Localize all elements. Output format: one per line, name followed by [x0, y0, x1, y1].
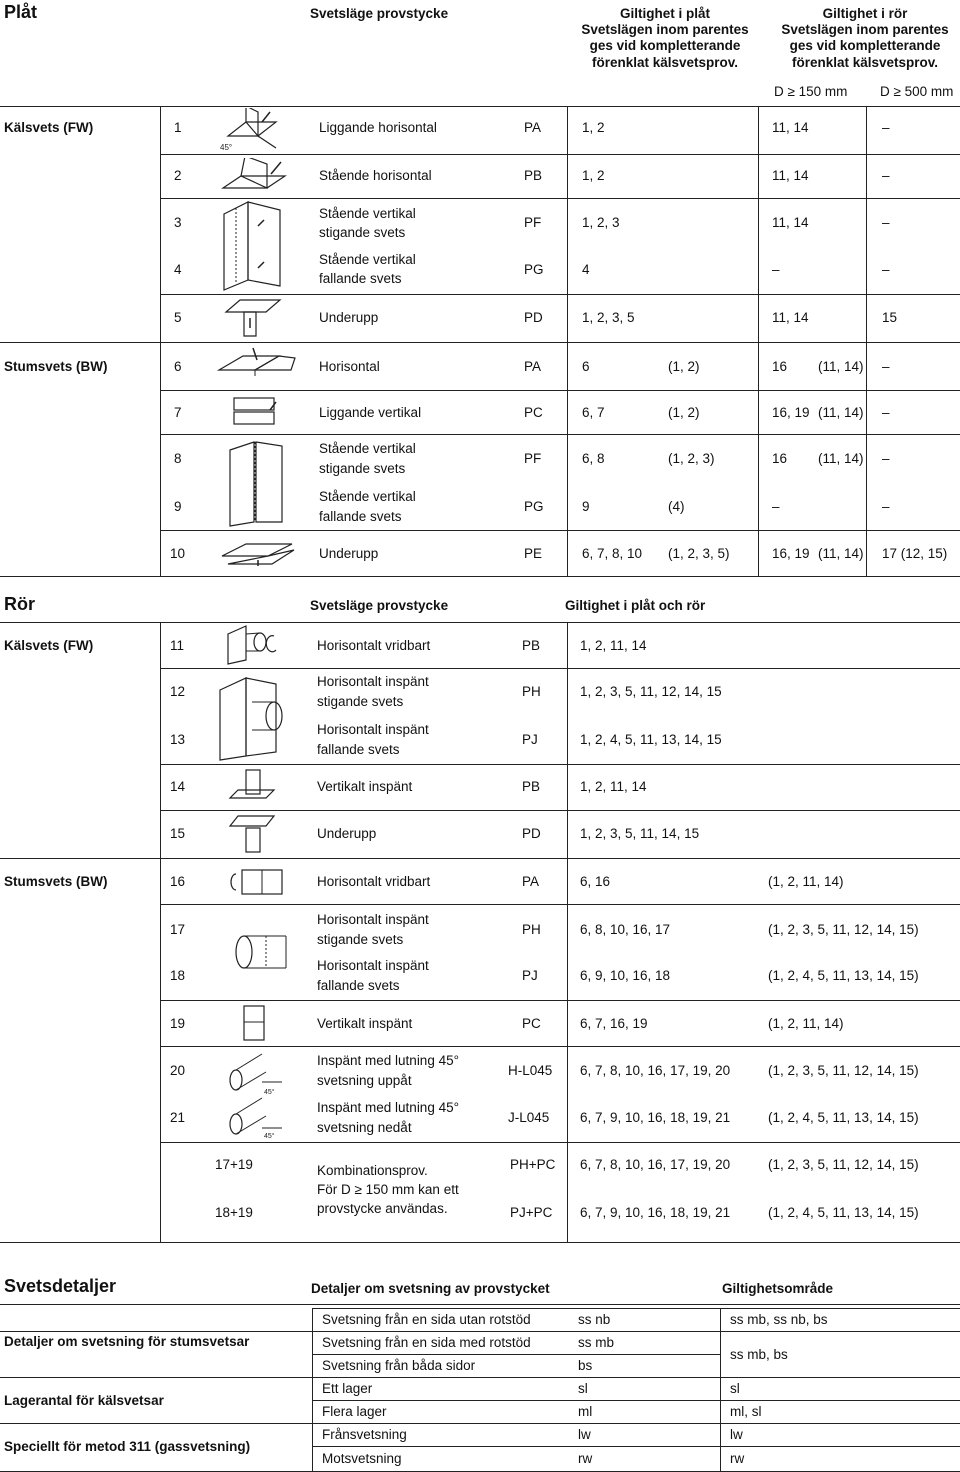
d150-header: D ≥ 150 mm: [774, 84, 848, 99]
row-desc: Svetsning från båda sidor: [322, 1358, 476, 1373]
row-p500: –: [882, 120, 890, 135]
row-p500: 17 (12, 15): [882, 546, 948, 561]
divider: [720, 1331, 960, 1332]
row-plate: 6, 7: [582, 405, 605, 420]
row-range: ss mb, ss nb, bs: [730, 1312, 828, 1327]
divider: [0, 1242, 960, 1243]
row-range: lw: [730, 1427, 743, 1442]
row-plate: 1, 2: [582, 120, 605, 135]
row-code: PG: [524, 262, 544, 277]
divider: [312, 1308, 313, 1472]
row-code: PC: [522, 1016, 541, 1031]
row-desc: Horisontalt inspänt: [317, 912, 429, 927]
row-number: 18: [170, 968, 186, 983]
row-p150: 16, 19: [772, 546, 810, 561]
row-code: PB: [522, 779, 541, 794]
row-code: PC: [524, 405, 543, 420]
divider: [0, 858, 960, 859]
row-desc: Svetsning från en sida utan rotstöd: [322, 1312, 531, 1327]
row-plate: 1, 2: [582, 168, 605, 183]
section-title-ror: Rör: [4, 594, 35, 614]
row-number: 8: [174, 451, 182, 466]
divider: [0, 576, 960, 577]
row-valid: 6, 9, 10, 16, 18: [580, 968, 671, 983]
combo-code: PJ+PC: [510, 1205, 553, 1220]
angle-label: 45°: [264, 1089, 275, 1096]
row-desc: Stående vertikal: [319, 206, 416, 221]
divider: [160, 904, 960, 905]
row-code: ss mb: [578, 1335, 615, 1350]
row-p150: 11, 14: [772, 215, 809, 230]
row-p500: –: [882, 499, 890, 514]
row-desc: Horisontalt inspänt: [317, 722, 429, 737]
angle-label: 45°: [220, 143, 233, 152]
row-valid: 1, 2, 3, 5, 11, 14, 15: [580, 826, 700, 841]
row-code: PB: [522, 638, 541, 653]
divider: [160, 1142, 960, 1143]
row-plate-paren: (1, 2): [668, 359, 700, 374]
row-range: ml, sl: [730, 1404, 762, 1419]
row-valid: 1, 2, 11, 14: [580, 779, 647, 794]
row-code: PF: [524, 215, 542, 230]
row-code: PB: [524, 168, 543, 183]
divider: [160, 1046, 960, 1047]
row-p500: –: [882, 359, 890, 374]
row-p150: 16, 19: [772, 405, 810, 420]
row-range: rw: [730, 1451, 745, 1466]
row-number: 7: [174, 405, 182, 420]
combo-valid: 6, 7, 8, 10, 16, 17, 19, 20: [580, 1157, 731, 1172]
row-number: 3: [174, 215, 182, 230]
divider: [0, 1377, 960, 1378]
col-header-details: Detaljer om svetsning av provstycket: [311, 1281, 550, 1296]
row-number: 11: [170, 638, 185, 653]
section-title-svets: Svetsdetaljer: [4, 1276, 117, 1296]
row-code: ss nb: [578, 1312, 611, 1327]
divider: [160, 810, 960, 811]
divider: [160, 106, 161, 576]
row-valid: 1, 2, 4, 5, 11, 13, 14, 15: [580, 732, 722, 747]
row-code: PH: [522, 922, 541, 937]
pipe-butt-vertical-icon: [236, 1002, 276, 1044]
row-code: PG: [524, 499, 544, 514]
row-desc: svetsning uppåt: [317, 1073, 412, 1088]
row-paren: (1, 2, 4, 5, 11, 13, 14, 15): [768, 968, 919, 983]
fillet-vertical-icon: [218, 200, 288, 292]
row-number: 16: [170, 874, 186, 889]
divider: [312, 1354, 720, 1355]
row-valid: 1, 2, 11, 14: [580, 638, 647, 653]
row-p500: –: [882, 168, 890, 183]
row-code: PA: [522, 874, 540, 889]
bw-label: Stumsvets (BW): [4, 359, 108, 374]
row-desc: Horisontalt vridbart: [317, 874, 431, 889]
row-code: PD: [522, 826, 541, 841]
col-header-validity: Giltighet i plåt och rör: [565, 598, 706, 613]
row-desc: Underupp: [319, 546, 379, 561]
left-label: Detaljer om svetsning för stumsvetsar: [4, 1334, 250, 1349]
row-range: sl: [730, 1381, 740, 1396]
row-desc: Ett lager: [322, 1381, 373, 1396]
divider: [312, 1308, 960, 1309]
divider: [567, 622, 568, 1242]
row-desc: Stående vertikal: [319, 441, 416, 456]
divider: [160, 622, 161, 1242]
fillet-overhead-icon: [222, 296, 284, 340]
row-desc: Vertikalt inspänt: [317, 779, 413, 794]
row-desc: fallande svets: [319, 509, 402, 524]
row-code: PA: [524, 120, 542, 135]
row-p150-paren: (11, 14): [818, 405, 864, 420]
combo-desc: Kombinationsprov. För D ≥ 150 mm kan ett provstycke användas.: [317, 1163, 459, 1216]
row-desc: Inspänt med lutning 45°: [317, 1053, 459, 1068]
row-plate-paren: (1, 2, 3, 5): [668, 546, 730, 561]
divider: [0, 106, 960, 107]
row-code: PD: [524, 310, 543, 325]
row-number: 6: [174, 359, 182, 374]
row-desc: Stående vertikal: [319, 252, 416, 267]
section-title-plat: Plåt: [4, 2, 38, 22]
row-number: 12: [170, 684, 186, 699]
row-plate: 9: [582, 499, 590, 514]
combo-paren: (1, 2, 4, 5, 11, 13, 14, 15): [768, 1205, 919, 1220]
pipe-fillet-fixed-icon: [216, 670, 296, 762]
row-code: J-L045: [508, 1110, 550, 1125]
row-plate-paren: (1, 2, 3): [668, 451, 715, 466]
col-header-range: Giltighetsområde: [722, 1281, 834, 1296]
row-desc: fallande svets: [317, 978, 400, 993]
left-label: Speciellt för metod 311 (gassvetsning): [4, 1439, 251, 1454]
col-header-pipe: Giltighet i rör Svetslägen inom parentes ges vid kompletterande förenklat kälsvetsprov.: [781, 6, 949, 70]
row-desc: fallande svets: [319, 271, 402, 286]
row-valid: 6, 7, 9, 10, 16, 18, 19, 21: [580, 1110, 731, 1125]
row-desc: Horisontalt inspänt: [317, 674, 429, 689]
combo-number: 18+19: [215, 1205, 253, 1220]
row-plate-paren: (4): [668, 499, 685, 514]
row-valid: 6, 16: [580, 874, 611, 889]
divider: [160, 530, 960, 531]
row-p150: 16: [772, 451, 788, 466]
d500-header: D ≥ 500 mm: [880, 84, 954, 99]
row-number: 1: [174, 120, 182, 135]
row-p150-paren: (11, 14): [818, 451, 864, 466]
row-paren: (1, 2, 4, 5, 11, 13, 14, 15): [768, 1110, 919, 1125]
row-desc: stigande svets: [317, 932, 404, 947]
row-number: 4: [174, 262, 182, 277]
row-plate: 6: [582, 359, 590, 374]
row-range: ss mb, bs: [730, 1347, 788, 1362]
row-code: H-L045: [508, 1063, 553, 1078]
row-valid: 6, 7, 8, 10, 16, 17, 19, 20: [580, 1063, 731, 1078]
divider: [720, 1308, 721, 1472]
row-code: sl: [578, 1381, 588, 1396]
combo-number: 17+19: [215, 1157, 253, 1172]
fillet-horizontal-icon: [215, 158, 295, 196]
row-p150-paren: (11, 14): [818, 359, 864, 374]
row-number: 14: [170, 779, 186, 794]
row-paren: (1, 2, 11, 14): [768, 874, 844, 889]
row-number: 17: [170, 922, 186, 937]
divider: [160, 1000, 960, 1001]
row-code: ml: [578, 1404, 593, 1419]
row-desc: Horisontalt inspänt: [317, 958, 429, 973]
combo-paren: (1, 2, 3, 5, 11, 12, 14, 15): [768, 1157, 919, 1172]
fillet-flat-icon: [218, 108, 288, 152]
divider: [160, 154, 960, 155]
row-desc: Liggande horisontal: [319, 120, 437, 135]
row-code: lw: [578, 1427, 591, 1442]
row-desc: Horisontalt vridbart: [317, 638, 431, 653]
row-code: PF: [524, 451, 542, 466]
divider: [0, 342, 960, 343]
row-paren: (1, 2, 3, 5, 11, 12, 14, 15): [768, 1063, 919, 1078]
divider: [160, 434, 960, 435]
row-desc: Motsvetsning: [322, 1451, 402, 1466]
row-p150: –: [772, 499, 780, 514]
row-number: 19: [170, 1016, 186, 1031]
divider: [567, 106, 568, 576]
pipe-fillet-rotated-icon: [222, 624, 292, 666]
fw-label: Kälsvets (FW): [4, 120, 94, 135]
row-p500: –: [882, 405, 890, 420]
combo-code: PH+PC: [510, 1157, 556, 1172]
divider: [160, 668, 960, 669]
row-paren: (1, 2, 11, 14): [768, 1016, 844, 1031]
divider: [312, 1446, 960, 1447]
row-number: 10: [170, 546, 186, 561]
divider: [160, 294, 960, 295]
divider: [0, 1331, 312, 1332]
bw-label: Stumsvets (BW): [4, 874, 108, 889]
left-label: Lagerantal för kälsvetsar: [4, 1393, 164, 1408]
row-valid: 6, 8, 10, 16, 17: [580, 922, 671, 937]
divider: [312, 1331, 720, 1332]
angle-label: 45°: [264, 1133, 275, 1140]
combo-valid: 6, 7, 9, 10, 16, 18, 19, 21: [580, 1205, 731, 1220]
row-plate: 6, 8: [582, 451, 605, 466]
pipe-butt-fixed-icon: [228, 906, 298, 998]
row-desc: Vertikalt inspänt: [317, 1016, 413, 1031]
row-p150: –: [772, 262, 780, 277]
row-code: bs: [578, 1358, 593, 1373]
row-valid: 1, 2, 3, 5, 11, 12, 14, 15: [580, 684, 722, 699]
fw-label: Kälsvets (FW): [4, 638, 94, 653]
row-code: PH: [522, 684, 541, 699]
row-desc: stigande svets: [317, 694, 404, 709]
butt-vertical-icon: [230, 394, 284, 432]
row-code: PA: [524, 359, 542, 374]
row-paren: (1, 2, 3, 5, 11, 12, 14, 15): [768, 922, 919, 937]
row-plate: 4: [582, 262, 590, 277]
row-p150: 16: [772, 359, 788, 374]
row-number: 13: [170, 732, 186, 747]
divider: [160, 764, 960, 765]
row-valid: 6, 7, 16, 19: [580, 1016, 648, 1031]
col-header-plate: Giltighet i plåt Svetslägen inom parentes ges vid kompletterande förenklat kälsvetsprov.: [581, 6, 749, 70]
divider: [312, 1400, 960, 1401]
row-number: 2: [174, 168, 182, 183]
col-header-position: Svetsläge provstycke: [310, 6, 449, 21]
row-p500: –: [882, 262, 890, 277]
row-plate-paren: (1, 2): [668, 405, 700, 420]
row-desc: Flera lager: [322, 1404, 387, 1419]
row-desc: Horisontal: [319, 359, 380, 374]
row-desc: svetsning nedåt: [317, 1120, 412, 1135]
divider: [0, 1423, 960, 1424]
row-code: rw: [578, 1451, 593, 1466]
row-desc: Inspänt med lutning 45°: [317, 1100, 459, 1115]
row-desc: Svetsning från en sida med rotstöd: [322, 1335, 531, 1350]
row-plate: 1, 2, 3, 5: [582, 310, 635, 325]
pipe-inclined-icon: [222, 1048, 288, 1140]
row-desc: Stående vertikal: [319, 489, 416, 504]
row-p150: 11, 14: [772, 168, 809, 183]
row-plate: 1, 2, 3: [582, 215, 620, 230]
pipe-fillet-vertical-icon: [226, 766, 276, 808]
row-number: 21: [170, 1110, 186, 1125]
col-header-position: Svetsläge provstycke: [310, 598, 449, 613]
row-plate: 6, 7, 8, 10: [582, 546, 643, 561]
divider: [0, 1304, 960, 1305]
pipe-fillet-overhead-icon: [226, 812, 276, 856]
butt-flat-icon: [215, 346, 299, 386]
butt-upright-icon: [226, 436, 290, 528]
row-desc: fallande svets: [317, 742, 400, 757]
row-desc: Frånsvetsning: [322, 1427, 407, 1442]
row-code: PJ: [522, 968, 538, 983]
row-desc: stigande svets: [319, 461, 406, 476]
butt-overhead-icon: [218, 532, 298, 574]
divider: [866, 106, 867, 576]
row-code: PJ: [522, 732, 538, 747]
row-desc: Liggande vertikal: [319, 405, 422, 420]
pipe-butt-rotated-icon: [228, 862, 300, 902]
row-p150: 11, 14: [772, 120, 809, 135]
row-number: 9: [174, 499, 182, 514]
row-number: 15: [170, 826, 186, 841]
row-p150-paren: (11, 14): [818, 546, 864, 561]
row-number: 5: [174, 310, 182, 325]
row-desc: Underupp: [317, 826, 377, 841]
row-p500: 15: [882, 310, 898, 325]
row-code: PE: [524, 546, 543, 561]
divider: [160, 390, 960, 391]
divider: [0, 622, 960, 623]
divider: [758, 106, 759, 576]
divider: [160, 198, 960, 199]
row-p500: –: [882, 215, 890, 230]
row-desc: Underupp: [319, 310, 379, 325]
row-p150: 11, 14: [772, 310, 809, 325]
row-p500: –: [882, 451, 890, 466]
row-desc: Stående horisontal: [319, 168, 432, 183]
row-number: 20: [170, 1063, 186, 1078]
row-desc: stigande svets: [319, 225, 406, 240]
